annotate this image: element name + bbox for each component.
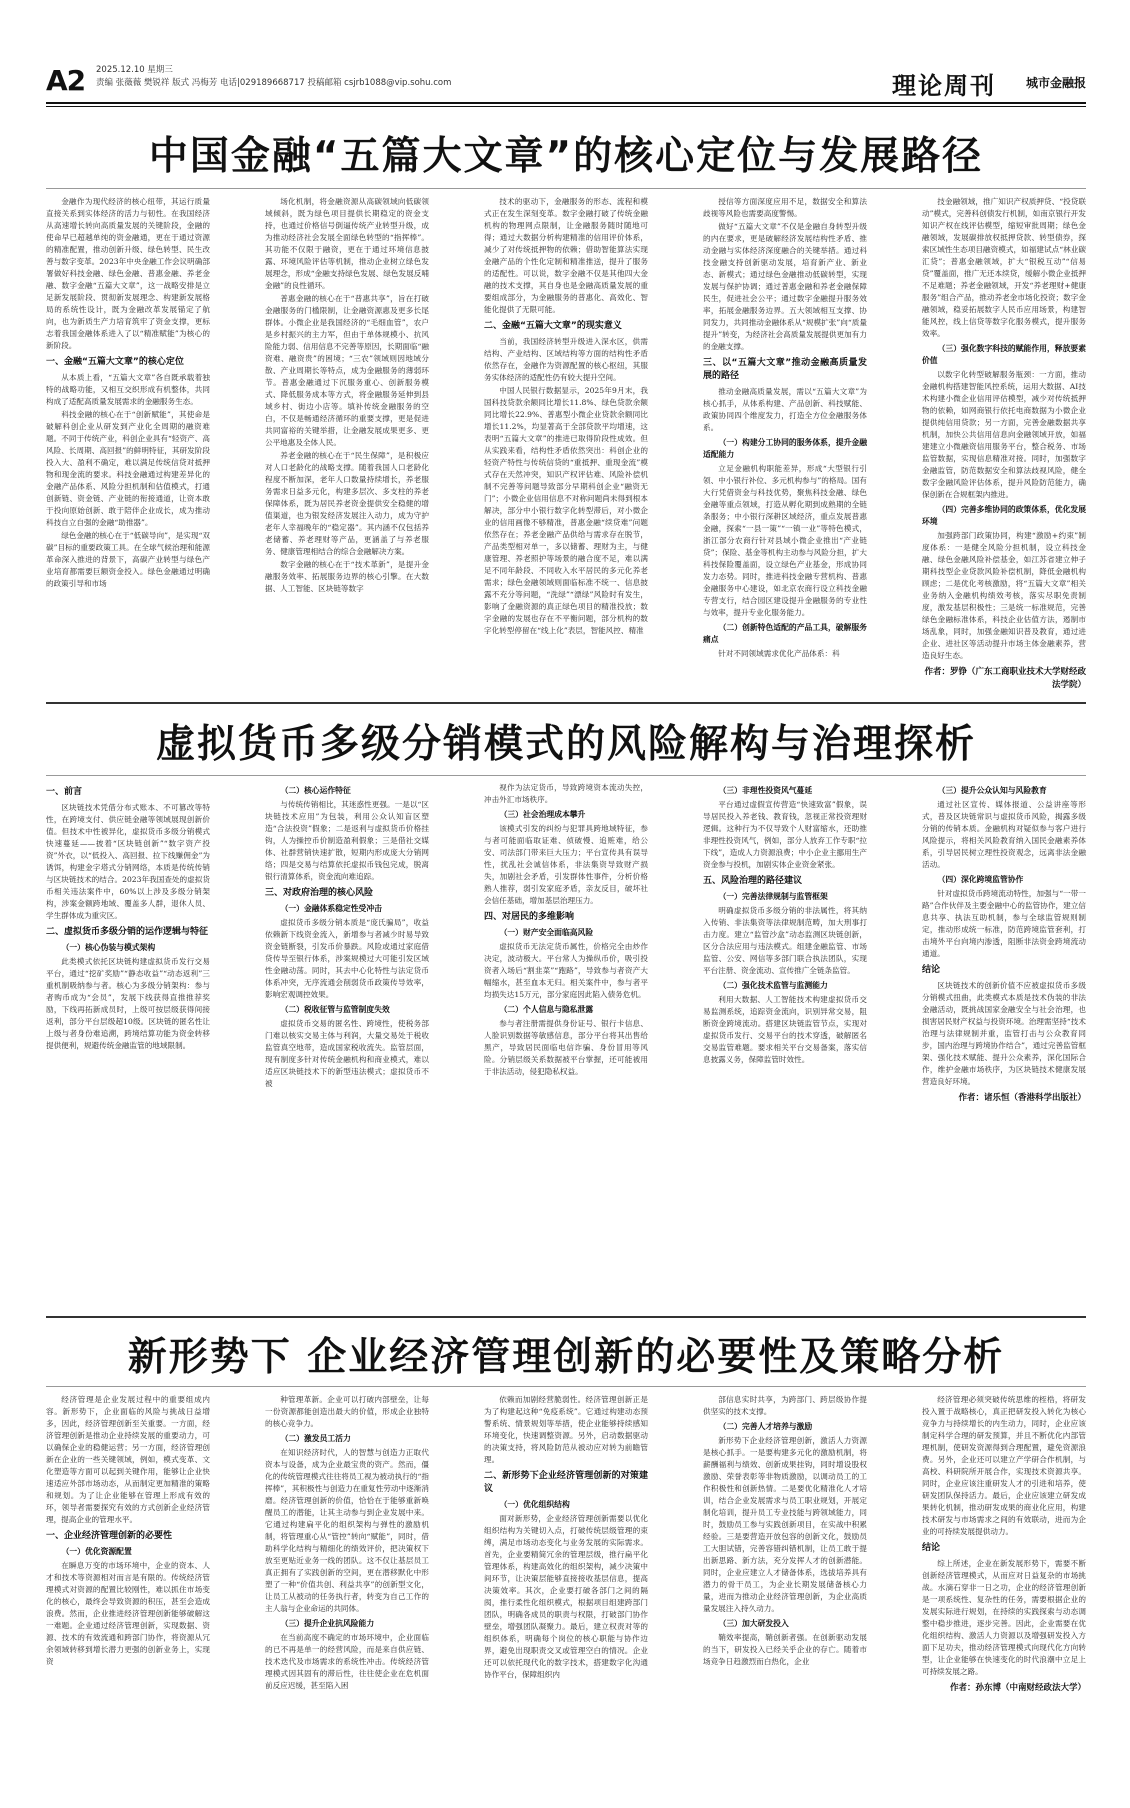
page-meta	[96, 64, 451, 90]
paragraph: 以数字化转型破解服务瓶颈：一方面，推动金融机构搭建智能风控系统，运用大数据、AI技术构建小微企业信用评估模型，减少对传统抵押物的依赖，如网商银行依托电商数据为小微企业提供纯信用贷款；另一方面，完善金融数据共享机制，加快公共信用信息向金融领域开放，如福建建立小微融资信用服务平台，整合税务、市场监管数据，实现信息精准对接。同时，加强数字金融监管，防范数据安全和算法歧视风险，健全数字金融风险评估体系，提升风险防范能力，确保创新在合规框架内推进。	[922, 370, 1086, 499]
paragraph: 区块链技术的创新价值不应被虚拟货币多级分销模式扭曲，此类模式本质是技术伪装的非法金融活动，既挑战国家金融安全与社会治理，也损害居民财产权益与投资环境。治理需坚持“技术治理与法律规制并重，监管打击与公众教育同步，国内治理与跨境协作结合”，通过完善监管框架、强化技术赋能、提升公众素养，深化国际合作，维护金融市场秩序，为区块链技术健康发展营造良好环境。	[922, 981, 1086, 1086]
paragraph: 种管理革新。企业可以打破内部壁垒，让每一份资源都能创造出最大的价值，形成企业独特的核心竞争力。	[265, 1395, 429, 1428]
article-column	[265, 196, 429, 688]
paragraph: 针对虚拟货币跨境流动特性，加强与“一带一路”合作伙伴及主要金融中心的监管协作，建立信息共享、执法互助机制，参与全球监管规则制定，推动形成统一标准，防范跨境监管套利，打击境外平台向境内渗透，阻断非法资金跨境流动通道。	[922, 889, 1086, 958]
paragraph: 做好“五篇大文章”不仅是金融自身转型升级的内在要求，更是破解经济发展结构性矛盾、推动金融与实体经济深度融合的关键举措。通过科技金融支持创新驱动发展，培育新产业、新业态、新模式；通过绿色金融推动低碳转型，实现发展与保护协调；通过普惠金融和养老金融保障民生，促进社会公平；通过数字金融提升服务效率，拓展金融服务边界。五大领域相互支撑、协同发力，共同推动金融体系从“规模扩张”向“质量提升”转变，为经济社会高质量发展提供更加有力的金融支撑。	[703, 222, 867, 351]
sub-heading: （三）提升公众认知与风险教育	[937, 786, 1047, 795]
paragraph: 综上所述，企业在新发展形势下，需要不断创新经济管理模式，从而应对日益复杂的市场挑战。水滴石穿非一日之功，企业的经济管理创新是一项系统性、复杂性的任务，需要根据企业的发展实际进行规划，在持续的实践探索与动态调整中稳步推进，逐步完善。因此，企业需要在优化组织结构、激活人力资源以及增强研发投入方面下足功夫，推动经济管理模式向现代化方向转型，让企业能够在快速变化的时代浪潮中立足上可持续发展之路。	[922, 1559, 1086, 1676]
paragraph: 授信等方面深度应用不足，数据安全和算法歧视等风险也需要高度警惕。	[703, 197, 867, 218]
paragraph: 推动金融高质量发展，需以“五篇大文章”为核心抓手，从体系构建、产品创新、科技赋能、政策协同四个维度发力，打造全方位金融服务体系。	[703, 387, 867, 432]
article-column	[922, 196, 1086, 688]
column-name: 理论周刊	[892, 72, 996, 100]
article-column	[484, 196, 648, 688]
sub-heading: （二）强化技术监管与监测能力	[718, 981, 828, 990]
paragraph: 技术的驱动下，金融服务的形态、流程和模式正在发生深刻变革。数字金融打破了传统金融机构的物理网点限制，让金融服务随时随地可得；通过大数据分析构建精准的信用评价体系，减少了对传统抵押物的依赖；借助智能算法实现金融产品的个性化定制和精准推送，提升了服务的适配性。可以说，数字金融不仅是其他四大金融的技术支撑，其自身也是金融高质量发展的重要组成部分，为金融服务的普惠化、高效化、智能化提供了无限可能。	[484, 197, 648, 314]
sub-heading: （四）深化跨境监管协作	[937, 875, 1024, 884]
sub-heading: （一）核心伪装与模式架构	[61, 943, 156, 952]
paragraph: 平台通过虚假宣传营造“快速致富”假象，误导居民投入养老钱、教育钱，忽视正常投资理财逻辑。这种行为不仅导致个人财富缩水，还助推非理性投资风气，例如，部分人放弃工作专职“拉下线”，造成人力资源浪费；中小企业主挪用生产资金参与投机，加剧实体企业资金紧张。	[703, 800, 867, 869]
paragraph: 数字金融的核心在于“技术革新”，是提升金融服务效率、拓展服务边界的核心引擎。在大数据、人工智能、区块链等数字	[265, 560, 429, 593]
paper-name: 城市金融报	[1025, 76, 1086, 90]
masthead-rule-thin	[46, 106, 1086, 107]
sub-heading: （三）社会治理成本攀升	[499, 810, 586, 819]
sub-heading: （一）优化资源配置	[61, 1547, 132, 1556]
article3-rule	[46, 1386, 1086, 1387]
article-column	[922, 1394, 1086, 1798]
paragraph: 金融作为现代经济的核心纽带，其运行质量直接关系到实体经济的活力与韧性。在我国经济从高速增长转向高质量发展的关键阶段，金融的使命早已超越单纯的资金融通，更在于通过资源的精准配置，推动创新升级、绿色转型、民生改善与数字变革。2023年中央金融工作会议明确部署做好科技金融、绿色金融、普惠金融、养老金融、数字金融“五篇大文章”，这一战略安排是立足新发展阶段、贯彻新发展理念、构建新发展格局的系统性设计，既为金融改革发展锚定了航向，也为新质生产力培育筑牢了资金支撑，更标志着我国金融体系进入了以“精准赋能”为核心的新阶段。	[46, 197, 210, 350]
section-divider	[46, 702, 1086, 704]
section-heading: 二、虚拟货币多级分销的运作逻辑与特征	[46, 927, 209, 937]
section-heading: 一、企业经济管理创新的必要性	[46, 1531, 173, 1541]
paragraph: 新形势下企业经济管理创新，激活人力资源是核心抓手。一是要构建多元化的激励机制，将薪酬福利与绩效、创新成果挂钩，同时增设股权激励、荣誉表彰等非物质激励，以调动员工的工作积极性和创新热情。二是要优化精准化人才培训，结合企业发展需求与员工职业规划，开展定制化培训，提升员工专业技能与跨领域能力，同时，鼓励员工参与实践创新项目，在实战中积累经验。三是要营造开放包容的创新文化，鼓励员工大胆试错，完善容错纠错机制，让员工敢于提出新思路、新方法，充分发挥人才的创新潜能。同时，企业应建立人才储备体系，选拔培养具有潜力的骨干员工，为企业长期发展储备核心力量，进而为推动企业经济管理创新，为企业高质量发展注入持久动力。	[703, 1436, 867, 1613]
paragraph: 与传统传销相比，其迷惑性更强。一是以“区块链技术应用”为包装，利用公众认知盲区塑造“合法投资”假象；二是返利与虚拟货币价格挂钩，人为操控币价制造盈利假象；三是借社交媒体、社群营销快速扩散，短期内形成庞大分销网络；四是交易与结算依托虚拟币钱包完成，脱离银行清算体系，资金流向难追踪。	[265, 800, 429, 881]
article3-title: 新形势下 企业经济管理创新的必要性及策略分析	[127, 1335, 1005, 1380]
section-heading: 三、以“五篇大文章”推动金融高质量发展的路径	[703, 358, 867, 381]
article-column	[703, 1394, 867, 1798]
section-divider	[46, 1316, 1086, 1318]
section-heading: 三、对政府治理的核心风险	[265, 888, 374, 898]
paragraph: 绿色金融的核心在于“低碳导向”，是实现“双碳”目标的重要政策工具。在全球气候治理和能源革命深入推进的背景下，高碳产业转型与绿色产业培育都需要巨额资金投入。绿色金融通过明确的政策引导和市场	[46, 531, 210, 588]
paragraph: 视作为法定货币，导致跨境资本流动失控，冲击外汇市场秩序。	[484, 783, 648, 804]
sub-heading: （三）强化数字科技的赋能作用，释放要素价值	[922, 344, 1086, 365]
author-byline: 作者：诸乐恒（香港科学出版社）	[958, 1093, 1086, 1103]
article-column	[484, 1394, 648, 1798]
article1-title: 中国金融“五篇大文章”的核心定位与发展路径	[148, 134, 984, 179]
section-heading: 一、前言	[46, 787, 83, 797]
sub-heading: （一）优化组织结构	[499, 1500, 570, 1509]
article-column	[265, 1394, 429, 1798]
sub-heading: （二）创新特色适配的产品工具，破解服务痛点	[703, 623, 867, 644]
author-byline: 作者：孙东博（中南财经政法大学）	[949, 1683, 1086, 1693]
paragraph: 养老金融的核心在于“民生保障”，是积极应对人口老龄化的战略支撑。随着我国人口老龄化程度不断加深，老年人口数量持续增长，养老服务需求日益多元化，构建多层次、多支柱的养老保障体系，既为居民养老资金提供安全稳健的增值渠道，也为银发经济发展注入动力，成为守护老年人幸福晚年的“稳定器”。其内涵不仅包括养老储蓄、养老理财等产品，更涵盖了与养老服务、健康管理相结合的综合金融解决方案。	[265, 451, 429, 556]
paragraph: 依赖而加剧经营脆弱性。经济管理创新正是为了构建起这种“免疫系统”。它通过构建动态预警系统、情景规划等举措，使企业能够持续感知环境变化，快速调整资源。另外，启动数据驱动的决策支持，将风险防范从被动应对转为前瞻管理。	[484, 1395, 648, 1464]
paragraph: 经济管理是企业发展过程中的重要组成内容。新形势下，企业面临的风险与挑战日益增多，因此，经济管理创新至关重要。一方面，经济管理创新是推动企业持续发展的重要动力，可以确保企业的稳健运营；另一方面，经济管理创新在企业的一些关键领域，例如，模式变革、文化塑造等方面可以起到关键作用，能够让企业快速适应外部市场动态，从而制定更加精准的策略和规划。为了让企业能够在管理上形成有效的环，领导者需要探究有效的方式创新企业经济管理，提高企业的管理水平。	[46, 1395, 210, 1524]
paragraph: 区块链技术凭借分布式账本、不可篡改等特性，在跨境支付、供应链金融等领域展现创新价值。但技术中性被异化，虚拟货币多级分销模式快速蔓延——披着“区块链创新”“数字资产投资”外衣，以“低投入、高回报、拉下线赚佣金”为诱饵，构建金字塔式分销网络，本质是传统传销与区块链技术的结合。2023年我国查处的虚拟货币相关违法案件中，60%以上涉及多级分销架构，涉案金额跨地域、覆盖多人群，退休人员、学生群体成为重灾区。	[46, 803, 210, 920]
paragraph: 此类模式依托区块链构建虚拟货币发行交易平台，通过“挖矿奖励”“静态收益”“动态返利”三重机制吸纳参与者。核心为多级分销架构：参与者购币成为“会员”，发展下线获得直推推荐奖励，下线再拓新成员时，上级可按层级获得间接返利，部分平台层级超10级。区块链的匿名性让上级与者身份难追溯，跨境结算功能为资金转移提供便利，规避传统金融监管的地域限制。	[46, 957, 210, 1050]
paragraph: 通过社区宣传、媒体报道、公益讲座等形式，普及区块链常识与虚拟货币风险，揭露多级分销的传销本质。金融机构对疑似参与客户进行风险提示，将相关风险教育纳入国民金融素养体系，引导居民树立理性投资观念，远离非法金融活动。	[922, 800, 1086, 869]
article-column	[703, 196, 867, 688]
sub-heading: （二）激发员工活力	[280, 1434, 351, 1443]
paragraph: 立足金融机构职能差异，形成“大型银行引领、中小银行补位、多元机构参与”的格局。国有大行凭借资金与科技优势，聚焦科技金融、绿色金融等重点领域，打造从孵化期到成熟期的全链条服务；中小银行深耕区域经济，重点发展普惠金融，探索“一县一策”“一镇一业”等特色模式，浙江部分农商行针对县域小微企业推出“产业链贷”；保险、基金等机构主动参与风险分担，扩大科技保险覆盖面，设立绿色产业基金，形成协同发力态势。同时，推进科技金融专营机构、普惠金融服务中心建设，如北京农商行设立科技金融专营支行，结合园区建设提升金融服务的专业性与效率，提升专业化服务能力。	[703, 464, 867, 617]
section-heading: 二、金融“五篇大文章”的现实意义	[484, 321, 622, 331]
paragraph: 鞘效率提高，鞘创新者强。在创新驱动发展的当下，研发投入已经关乎企业的存亡。随着市场竞争日趋激烈而白热化，企业	[703, 1633, 867, 1666]
article-column	[46, 196, 210, 688]
author-byline: 作者：罗铮（广东工商职业技术大学财经政法学院）	[924, 667, 1086, 688]
paragraph: 面对新形势，企业经济管理创新需要以优化组织结构为关键切入点，打破传统层级管理的束缚，满足市场动态变化与业务发展的实际需求。首先，企业要精简冗余的管理层级，推行扁平化管理体系，构建高效化的组织架构，减少决策中间环节，让决策层能够直接接收基层信息，提高决策效率。其次，企业要打破各部门之间的隔阂，推行柔性化组织模式，根据项目组建跨部门团队，明确各成员的职责与权限，打破部门协作壁垒，增强团队凝聚力。最后，建立权责对等的组织体系，明确每个岗位的核心职能与协作边界，避免出现职责交叉或管理空白的情况。企业还可以依托现代化的数字技术，搭建数字化沟通协作平台，保障组织内	[484, 1514, 648, 1679]
paragraph: 在知识经济时代，人的智慧与创造力正取代资本与设备，成为企业最宝贵的资产。然而，僵化的传统管理模式往往将员工视为被动执行的“指挥棒”，其积极性与创造力在重复性劳动中逐渐消磨。经济管理创新的价值，恰恰在于能够重新唤醒员工的潜能，让其主动参与到企业发展中来。它通过构建扁平化的组织架构与弹性的激励机制，将管理重心从“管控”转向“赋能”，同时，借助科学化结构与精细化的绩效评价，把决策权下放至更贴近业务一线的团队。这不仅让基层员工真正拥有了实践创新的空间，更在潜移默化中形塑了一种“价值共创、利益共享”的创新型文化，让员工从被动的任务执行者，转变为自己工作的主人翁与企业命运的共同体。	[265, 1448, 429, 1613]
paragraph: 利用大数据、人工智能技术构建虚拟货币交易监测系统，追踪资金流向，识别异常交易，阻断资金跨境流动。搭建区块链监管节点，实现对虚拟货币发行、交易平台的技术穿透，破解匿名交易监管难题。要求相关平台交易备案，落实信息披露义务，保障监管时效性。	[703, 995, 867, 1064]
sub-heading: （一）构建分工协同的服务体系，提升金融适配能力	[703, 438, 867, 459]
article2-rule	[46, 775, 1086, 776]
paragraph: 虚拟货币无法定货币属性，价格完全由炒作决定，波动极大。平台常人为操纵币价，吸引投资者入场后“割韭菜”“跑路”，导致参与者资产大幅缩水，甚至血本无归。相关案件中，参与者平均损失达15万元，部分家庭因此陷入债务危机。	[484, 942, 648, 999]
paragraph: 该模式引发的纠纷与犯罪具跨地域特征，参与者可能面临取证难、侦破慢、追赃难，给公安、司法部门带来巨大压力；平台宣传具有误导性，扰乱社会诚信体系，非法集资导致财产损失，加剧社会矛盾，引发群体性事件，分析价格熟人推荐，弱引发家庭矛盾，亲友反目，破坏社会信任基础，增加基层治理压力。	[484, 824, 648, 905]
issue-date: 2025.12.10 星期三	[96, 65, 173, 75]
sub-heading: （三）加大研发投入	[718, 1619, 789, 1628]
sub-heading: （二）税收征管与监管制度失效	[280, 1005, 390, 1014]
sub-heading: （二）个人信息与隐私泄露	[499, 1005, 594, 1014]
paragraph: 加强跨部门政策协同，构建“激励+约束”制度体系：一是健全风险分担机制，设立科技金融、绿色金融风险补偿基金，如江苏省建立伸子期科技型企业贷款风险补偿机制，降低金融机构顾虑；二是优化考核激励，将“五篇大文章”相关业务纳入金融机构绩效考核，落实尽职免责制度，激发基层积极性；三是统一标准规范，完善绿色金融标准体系，科技企业估值方法，遏制市场乱象，同时，加强金融知识普及教育，通过进企业、进社区等活动提升市场主体金融素养，营造良好生态。	[922, 531, 1086, 660]
article3-body	[46, 1394, 1086, 1798]
paragraph: 在瞬息万变的市场环境中，企业的资本、人才和技术等资源相对而言是有限的。传统经济管理模式对资源的配置比较刚性，难以抓住市场变化的核心，最终会导致资源的积压，甚至会造成浪费。然而，企业推进经济管理创新能够破解这一难题。企业通过经济管理创新，实现数据、资源、技术的有效流通和跨部门协作，将资源从冗余领域转移到增长潜力更强的创新业务上，实现资	[46, 1561, 210, 1666]
article-column	[46, 1394, 210, 1798]
editor-line: 责编 张薇薇 樊锐祥 版式 冯梅芳 电话|029189668717 投稿邮箱 csjrb1088@vip.sohu.com	[96, 78, 452, 88]
article-column	[703, 782, 867, 1302]
sub-heading: （三）提升企业抗风险能力	[280, 1619, 375, 1628]
article2-body	[46, 782, 1086, 1302]
article-column	[265, 782, 429, 1302]
paragraph: 从本质上看，“五篇大文章”各自既承载着独特的战略功能，又相互交织形成有机整体，共同构成了适配高质量发展需求的金融服务生态。	[46, 373, 210, 406]
paragraph: 在当前高度不确定的市场环境中，企业面临的已不再是单一的经营风险，而是来自供应链、技术迭代及市场需求的系统性冲击。传统经济管理模式因其固有的滞后性，往往使企业在危机面前反应迟缓，甚至陷入困	[265, 1633, 429, 1690]
paragraph: 技金融领域，推广知识产权质押贷、“投贷联动”模式，完善科创债发行机制，如南京银行开发知识产权在线评估模型，缩短审批周期；绿色金融领域，发展碳排放权抵押贷款、转型债券，探索区域性生态项目融资模式，如福建试点“林业碳汇贷”；普惠金融领域，扩大“银税互动”“信易贷”覆盖面，推广无还本续贷，缓解小微企业抵押不足难题；养老金融领域，开发“养老理财+健康服务”组合产品，推动养老金市场化投资；数字金融领域，稳妥拓展数字人民币应用场景，构建智能风控，线上信贷等数字化服务模式，提升服务效率。	[922, 197, 1086, 338]
masthead	[46, 58, 1086, 110]
paragraph: 针对不同领域需求优化产品体系：科	[718, 649, 840, 658]
section-heading: 四、对居民的多维影响	[484, 912, 575, 922]
paragraph: 科技金融的核心在于“创新赋能”，其使命是破解科创企业从研发到产业化全周期的融资难题。不同于传统产业，科创企业具有“轻资产、高风险、长周期、高回报”的鲜明特征，其研发阶段投入大、盈利不确定，难以满足传统信贷对抵押物和现金流的要求。科技金融通过构建差异化的金融产品体系、风险分担机制和估值模式，打通创新链、资金链、产业链的衔接通道，让资本敢于投向原始创新、敢于陪伴企业成长，成为推动科技自立自强的金融“助推器”。	[46, 410, 210, 527]
section-heading: 结论	[922, 965, 941, 975]
section-heading: 二、新形势下企业经济管理创新的对策建议	[484, 1471, 648, 1494]
paragraph: 明确虚拟货币多级分销的非法属性，将其纳入传销、非法集资等法律规制范畴，加大刑事打击力度。建立“监管沙盒”动态监测区块链创新，区分合法应用与违法模式。组建金融监管、市场监管、公安、网信等多部门联合执法团队，实现平台注册、资金流动、宣传推广全链条监管。	[703, 906, 867, 975]
paragraph: 经济管理必须突破传统思维的桎梏，将研发投入置于战略核心，真正把研发投入转化为核心竞争力与持续增长的内生动力，同时，企业应该制定科学合理的研发预算，并且不断优化内部管理机制，使研发资源得到合理配置，避免资源浪费。另外，企业还可以建立产学研合作机制，与高校、科研院所开展合作，实现技术资源共享。同时，企业应该注重研发人才的引进和培养，使研发团队保持活力。最后，企业应该建立研发成果转化机制，推动研发成果的商业化应用，构建技术研发与市场需求之间的有效联动，进而为企业的可持续发展提供动力。	[922, 1395, 1086, 1536]
article1-rule	[46, 188, 1086, 189]
masthead-rule	[46, 102, 1086, 104]
page-number: A2	[46, 64, 86, 97]
sub-heading: （一）完善法律规制与监管框架	[718, 892, 828, 901]
sub-heading: （一）财产安全面临高风险	[499, 928, 594, 937]
section-heading: 五、风险治理的路径建议	[703, 876, 803, 886]
article-column	[46, 782, 210, 1302]
sub-heading: （四）完善多维协同的政策体系，优化发展环境	[922, 505, 1086, 526]
sub-heading: （二）完善人才培养与激励	[718, 1422, 813, 1431]
article2-title: 虚拟货币多级分销模式的风险解构与治理探析	[155, 722, 976, 767]
section-heading: 一、金融“五篇大文章”的核心定位	[46, 357, 184, 367]
paragraph: 部信息实时共享，为跨部门、跨层级协作提供坚实的技术支撑。	[703, 1395, 867, 1416]
paragraph: 中国人民银行数据显示，2025年9月末，我国科技贷款余额同比增长11.8%、绿色贷款余额同比增长22.9%、普惠型小微企业贷款余额同比增长11.2%，均显著高于全部贷款平均增速，这表明“五篇大文章”的推进已取得阶段性成效。但从实践来看，结构性矛盾依然突出：科创企业的轻资产特性与传统信贷的“重抵押、重现金流”模式存在天然冲突，知识产权评估难、风险补偿机制不完善等问题导致部分早期科创企业“融资无门”；小微企业信用信息不对称问题尚未得到根本解决，部分中小银行数字化转型滞后，对小微企业的信用画像不够精准，普惠金融“续贷难”问题依然存在；养老金融产品供给与需求存在脱节，产品类型相对单一，多以储蓄、理财为主，与健康管理、养老照护等场景的融合度不足，难以满足不同年龄段、不同收入水平居民的多元化养老需求；绿色金融领域则面临标准不统一、信息披露不充分等问题，“洗绿”“漂绿”风险时有发生，影响了金融资源的真正绿色项目的精准投放；数字金融的发展也存在不平衡问题，部分机构的数字化转型停留在“线上化”表层，智能风控、精准	[484, 386, 648, 635]
paragraph: 普惠金融的核心在于“普惠共享”，旨在打破金融服务的门槛限制，让金融资源惠及更多长尾群体。小微企业是我国经济的“毛细血管”，农户是乡村振兴的主力军，但由于单体规模小、抗风险能力弱、信用信息不完善等原因，长期面临“融资难、融资贵”的困境；“三农”领域则因地域分散、产业周期长等特点，成为金融服务的薄弱环节。普惠金融通过下沉服务重心、创新服务模式、降低服务成本等方式，将金融服务延伸到县域乡村、街边小店等。填补传统金融服务的空白，不仅是畅通经济循环的重要支撑，更是促进共同富裕的关键举措，让金融发展成果更多、更公平地惠及全体人民。	[265, 294, 429, 447]
sub-heading: （二）核心运作特征	[280, 786, 351, 795]
section-heading: 结论	[922, 1543, 941, 1553]
paragraph: 当前，我国经济转型升级进入深水区，供需结构、产业结构、区域结构等方面的结构性矛盾依然存在，金融作为资源配置的核心枢纽，其服务实体经济的适配性仍有较大提升空间。	[484, 337, 648, 382]
article1-body	[46, 196, 1086, 688]
article-column	[484, 782, 648, 1302]
sub-heading: （三）非理性投资风气蔓延	[718, 786, 813, 795]
paragraph: 虚拟货币多级分销本质是“庞氏骗局”，收益依赖新下线资金流入，新增参与者减少时易导致资金链断裂，引发币价暴跌。风险或通过家庭借贷传导至银行体系，涉案规模过大可能引发区域性金融动荡。同时，其去中心化特性与法定货币体系冲突，无序流通会削弱货币政策传导效率，影响宏观调控效果。	[265, 918, 429, 999]
paragraph: 场化机制，将金融资源从高碳领域向低碳领域倾斜，既为绿色项目提供长期稳定的资金支持，也通过价格信号倒逼传统产业转型升级，成为推动经济社会发展全面绿色转型的“指挥棒”。其功能不仅限于融资，更在于通过环境信息披露、环境风险评估等机制，推动企业树立绿色发展理念，形成“金融支持绿色发展、绿色发展反哺金融”的良性循环。	[265, 197, 429, 290]
article-column	[922, 782, 1086, 1302]
sub-heading: （一）金融体系稳定性受冲击	[280, 904, 382, 913]
paragraph: 虚拟货币交易的匿名性、跨境性，使税务部门难以核实交易主体与利润，大量交易处于税收监管真空地带，造成国家税收流失。监管层面，现有制度多针对传统金融机构和商业模式，难以适应区块链技术下的新型违法模式；虚拟货币不被	[265, 1019, 429, 1088]
paragraph: 参与者注册需提供身份证号、银行卡信息、人脸识别数据等敏感信息，部分平台将其出售给黑产，导致居民面临电信诈骗、身份冒用等风险。分销层级关系数据被平台掌握，还可能被用于非法活动，侵犯隐私权益。	[484, 1019, 648, 1076]
